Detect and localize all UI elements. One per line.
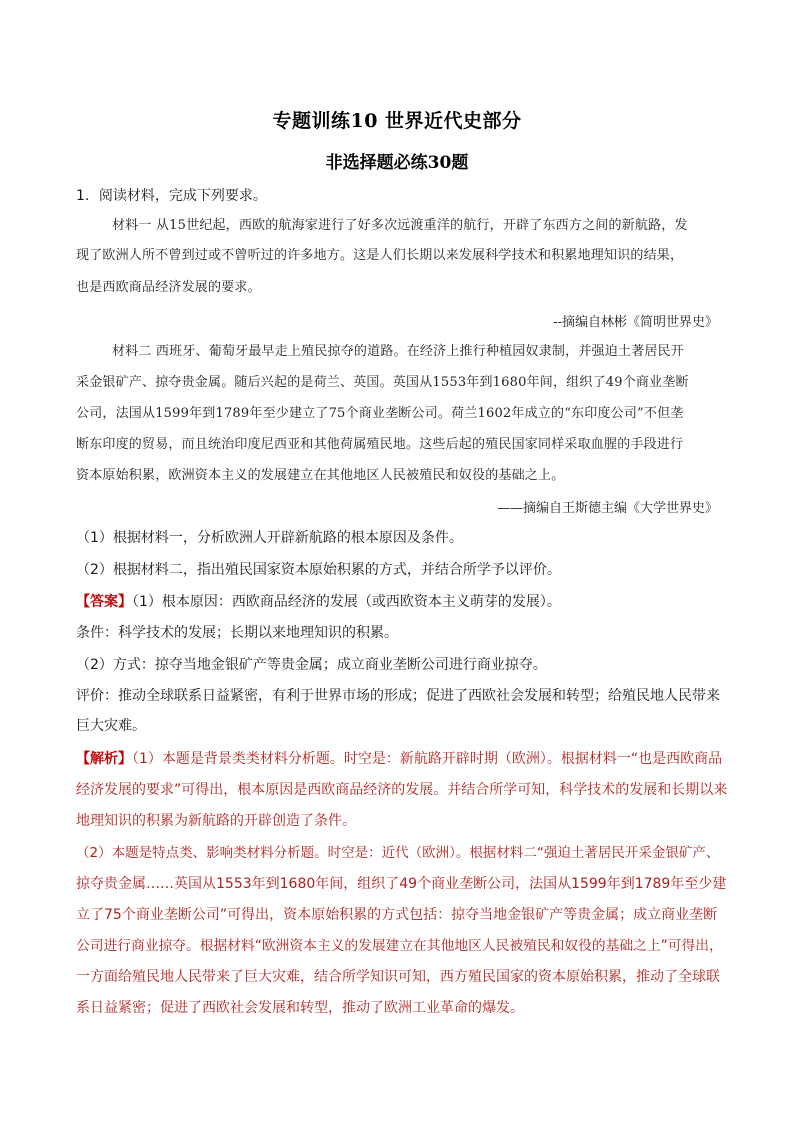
material2-line: 资本原始积累，欧洲资本主义的发展建立在其他地区人民被殖民和奴役的基础之上。 [76,468,565,483]
analysis-line: 掠夺贵金属……英国从1553年到1680年间，组织了49个商业垄断公司，法国从1599年到1789年至少建 [76,876,727,892]
analysis-line [76,749,726,769]
analysis-line: 地理知识的积累为新航路的开辟创造了条件。 [76,813,356,829]
analysis-line: 经济发展的要求”可得出，根本原因是西欧商品经济的发展。并结合所学可知，科学技术的发展和长期以来 [76,782,728,798]
material1-line: 现了欧洲人所不曾到过或不曾听过的许多地方。这是人们长期以来发展科学技术和积累地理知识的结果， [76,248,684,263]
material2-line: 断东印度的贸易，而且统治印度尼西亚和其他荷属殖民地。这些后起的殖民国家同样采取血腥的手段进行 [76,437,684,452]
sub-question-2: （2）根据材料二，指出殖民国家资本原始积累的方式，并结合所学予以评价。 [76,562,561,578]
sub-question-1: （1）根据材料一，分析欧洲人开辟新航路的根本原因及条件。 [76,530,463,546]
material1-line: 也是西欧商品经济发展的要求。 [76,280,261,295]
material2-source: ——摘编自王斯德主编《大学世界史》 [496,501,718,516]
answer-line: 评价：推动全球联系日益紧密，有利于世界市场的形成；促进了西欧社会发展和转型；给殖民地人民带来 [76,688,720,704]
analysis-line: 一方面给殖民地人民带来了巨大灾难，结合所学知识可知，西方殖民国家的资本原始积累，推动了全球联 [76,969,720,985]
answer-line: （2）方式：掠夺当地金银矿产等贵金属；成立商业垄断公司进行商业掠夺。 [76,657,547,673]
answer-line: 条件：科学技术的发展；长期以来地理知识的积累。 [76,625,398,641]
analysis-text: （1）本题是背景类类材料分析题。时空是：新航路开辟时期（欧洲）。根据材料一“也是西欧商品 [132,751,723,767]
analysis-tag: 【解析】 [76,751,132,767]
material2-line: 公司，法国从1599年到1789年至少建立了75个商业垄断公司。荷兰1602年成立的“东印度公司”不但垄 [76,406,684,421]
material2-line: 材料二 西班牙、葡萄牙最早走上殖民掠夺的道路。在经济上推行种植园奴隶制，并强迫土著居民开 [112,344,684,359]
answer-line [76,592,726,612]
material1-line: 材料一 从15世纪起，西欧的航海家进行了好多次远渡重洋的航行，开辟了东西方之间的新航路，发 [112,218,688,233]
answer-tag: 【答案】 [76,594,132,610]
analysis-line: （2）本题是特点类、影响类材料分析题。时空是：近代（欧洲）。根据材料二“强迫土著居民开采金银矿产、 [76,845,720,861]
analysis-line: 立了75个商业垄断公司”可得出，资本原始积累的方式包括：掠夺当地金银矿产等贵金属；成立商业垄断 [76,907,718,923]
question-stem: 1．阅读材料，完成下列要求。 [76,188,267,204]
analysis-line: 公司进行商业掠夺。根据材料“欧洲资本主义的发展建立在其他地区人民被殖民和奴役的基础之上”可得出， [76,938,723,954]
page-title: 专题训练10 世界近代史部分 [272,110,522,132]
analysis-line: 系日益紧密；促进了西欧社会发展和转型，推动了欧洲工业革命的爆发。 [76,1000,524,1016]
material2-line: 采金银矿产、掠夺贵金属。随后兴起的是荷兰、英国。英国从1553年到1680年间，组织了49个商业垄断 [76,375,689,390]
page-subtitle: 非选择题必练30题 [325,153,469,173]
answer-text: （1）根本原因：西欧商品经济的发展（或西欧资本主义萌芽的发展）。 [132,594,561,610]
material1-source: --摘编自林彬《简明世界史》 [553,315,718,330]
answer-line: 巨大灾难。 [76,718,146,734]
